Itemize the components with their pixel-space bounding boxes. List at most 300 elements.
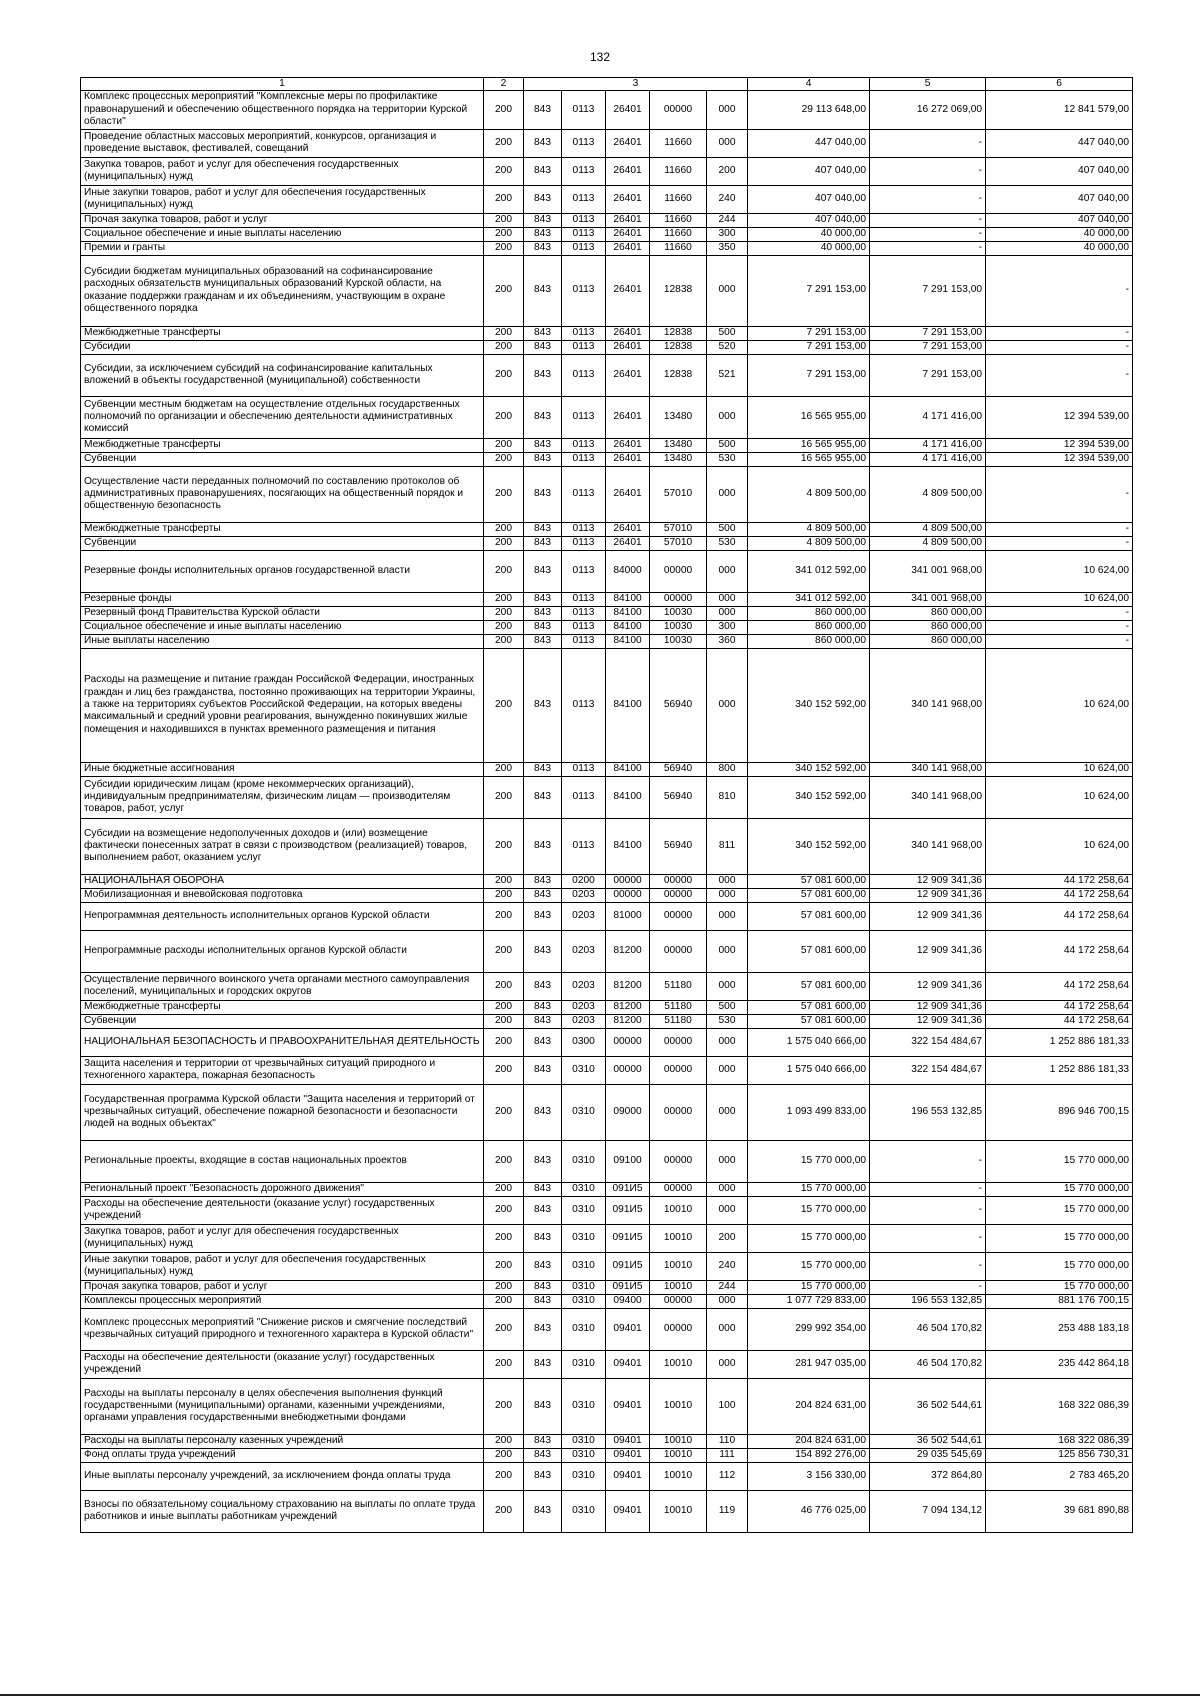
row-name-cell: Иные закупки товаров, работ и услуг для обеспечения государственных (муниципальных) нужд [81, 185, 484, 213]
row-value-cell: 520 [707, 340, 748, 354]
row-value-cell: 57010 [650, 536, 707, 550]
row-value-cell: 26401 [606, 466, 650, 522]
row-value-cell: 0113 [562, 213, 606, 227]
row-value-cell: 200 [484, 620, 524, 634]
row-value-cell: 84100 [606, 776, 650, 818]
row-value-cell: 00000 [650, 1056, 707, 1084]
table-row [81, 620, 1133, 634]
row-value-cell: 200 [484, 972, 524, 1000]
row-value-cell: 000 [707, 874, 748, 888]
row-value-cell: 0113 [562, 438, 606, 452]
row-value-cell: 15 770 000,00 [748, 1182, 870, 1196]
row-value-cell: 57 081 600,00 [748, 874, 870, 888]
row-value-cell: 244 [707, 213, 748, 227]
row-value-cell: 843 [524, 972, 562, 1000]
row-name-cell: Взносы по обязательному социальному страхованию на выплаты по оплате труда работников и иные выплаты работникам учреждений [81, 1490, 484, 1532]
row-value-cell: 0113 [562, 592, 606, 606]
row-value-cell: 7 291 153,00 [870, 255, 986, 326]
row-name-cell: Социальное обеспечение и иные выплаты населению [81, 227, 484, 241]
row-value-cell: 000 [707, 592, 748, 606]
row-name-cell: Государственная программа Курской области "Защита населения и территорий от чрезвычайных ситуаций, обеспечение пожарной безопасности и безопасности людей на водных объектах" [81, 1084, 484, 1140]
row-value-cell: 57010 [650, 522, 707, 536]
row-value-cell: - [870, 1182, 986, 1196]
row-name-cell: Комплекс процессных мероприятий "Комплексные меры по профилактике правонарушений и обеспечению общественного порядка на территории Курской области" [81, 91, 484, 129]
row-value-cell: 00000 [650, 592, 707, 606]
row-value-cell: - [986, 536, 1133, 550]
row-value-cell: 200 [484, 1056, 524, 1084]
row-value-cell: 091И5 [606, 1224, 650, 1252]
row-value-cell: 15 770 000,00 [986, 1252, 1133, 1280]
row-name-cell: Резервный фонд Правительства Курской области [81, 606, 484, 620]
table-row [81, 550, 1133, 592]
row-value-cell: 4 171 416,00 [870, 438, 986, 452]
row-name-cell: Расходы на обеспечение деятельности (оказание услуг) государственных учреждений [81, 1350, 484, 1378]
row-value-cell: 200 [484, 1140, 524, 1182]
row-value-cell: 84100 [606, 634, 650, 648]
table-row [81, 326, 1133, 340]
row-value-cell: 44 172 258,64 [986, 874, 1133, 888]
row-value-cell: 407 040,00 [748, 157, 870, 185]
row-value-cell: 843 [524, 1182, 562, 1196]
row-value-cell: - [986, 606, 1133, 620]
row-value-cell: 15 770 000,00 [748, 1280, 870, 1294]
row-value-cell: 204 824 631,00 [748, 1378, 870, 1434]
row-value-cell: 447 040,00 [986, 129, 1133, 157]
row-name-cell: Премии и гранты [81, 241, 484, 255]
row-value-cell: 84000 [606, 550, 650, 592]
row-value-cell: 10 624,00 [986, 592, 1133, 606]
row-name-cell: Субсидии, за исключением субсидий на софинансирование капитальных вложений в объекты государственной (муниципальной) собственности [81, 354, 484, 396]
row-value-cell: 11660 [650, 157, 707, 185]
row-value-cell: 26401 [606, 326, 650, 340]
row-value-cell: 340 152 592,00 [748, 762, 870, 776]
row-value-cell: 200 [484, 1028, 524, 1056]
row-value-cell: 16 565 955,00 [748, 438, 870, 452]
row-value-cell: 10010 [650, 1448, 707, 1462]
row-value-cell: 44 172 258,64 [986, 1000, 1133, 1014]
row-value-cell: 1 252 886 181,33 [986, 1056, 1133, 1084]
row-value-cell: 200 [484, 1084, 524, 1140]
row-value-cell: 7 291 153,00 [748, 255, 870, 326]
row-name-cell: Региональные проекты, входящие в состав национальных проектов [81, 1140, 484, 1182]
row-value-cell: 09400 [606, 1294, 650, 1308]
row-value-cell: 10 624,00 [986, 648, 1133, 762]
row-value-cell: 200 [484, 1000, 524, 1014]
row-value-cell: 843 [524, 1462, 562, 1490]
row-value-cell: 200 [484, 326, 524, 340]
row-value-cell: 843 [524, 326, 562, 340]
row-value-cell: 200 [484, 129, 524, 157]
row-value-cell: 0113 [562, 466, 606, 522]
row-value-cell: 200 [484, 606, 524, 620]
row-value-cell: 57 081 600,00 [748, 1000, 870, 1014]
row-value-cell: 843 [524, 438, 562, 452]
row-value-cell: 200 [707, 157, 748, 185]
scan-edge-line [0, 1694, 1200, 1696]
row-value-cell: 7 291 153,00 [870, 340, 986, 354]
row-value-cell: 81200 [606, 1014, 650, 1028]
row-value-cell: 4 809 500,00 [748, 466, 870, 522]
row-value-cell: 253 488 183,18 [986, 1308, 1133, 1350]
row-value-cell: 12 909 341,36 [870, 1014, 986, 1028]
row-value-cell: 10010 [650, 1434, 707, 1448]
row-value-cell: 10 624,00 [986, 776, 1133, 818]
row-value-cell: 200 [484, 354, 524, 396]
row-value-cell: 200 [484, 438, 524, 452]
row-value-cell: 12 909 341,36 [870, 888, 986, 902]
row-value-cell: 39 681 890,88 [986, 1490, 1133, 1532]
row-value-cell: 200 [484, 227, 524, 241]
row-value-cell: 200 [484, 1294, 524, 1308]
row-value-cell: 15 770 000,00 [748, 1196, 870, 1224]
row-value-cell: 843 [524, 1028, 562, 1056]
row-name-cell: Субсидии бюджетам муниципальных образований на софинансирование расходных обязательств муниципальных образований Курской области, на оказание поддержки гражданам и их объединениям, участвующим в охране общественного порядка [81, 255, 484, 326]
row-value-cell: 0310 [562, 1196, 606, 1224]
row-value-cell: 56940 [650, 818, 707, 874]
row-name-cell: Резервные фонды исполнительных органов государственной власти [81, 550, 484, 592]
row-value-cell: 81200 [606, 930, 650, 972]
row-value-cell: 0310 [562, 1462, 606, 1490]
row-value-cell: 000 [707, 972, 748, 1000]
row-value-cell: 200 [484, 648, 524, 762]
row-name-cell: Субсидии [81, 340, 484, 354]
row-value-cell: - [986, 466, 1133, 522]
row-value-cell: 341 001 968,00 [870, 550, 986, 592]
row-value-cell: 281 947 035,00 [748, 1350, 870, 1378]
row-value-cell: 341 012 592,00 [748, 550, 870, 592]
row-value-cell: 200 [484, 1182, 524, 1196]
row-value-cell: 200 [484, 762, 524, 776]
row-value-cell: 12838 [650, 255, 707, 326]
row-value-cell: 200 [484, 1196, 524, 1224]
table-row [81, 157, 1133, 185]
row-value-cell: 0113 [562, 818, 606, 874]
row-value-cell: - [986, 634, 1133, 648]
table-row [81, 1308, 1133, 1350]
row-value-cell: 000 [707, 1056, 748, 1084]
row-value-cell: 168 322 086,39 [986, 1434, 1133, 1448]
row-value-cell: 13480 [650, 452, 707, 466]
row-value-cell: 26401 [606, 227, 650, 241]
row-value-cell: 0203 [562, 972, 606, 1000]
row-value-cell: - [870, 227, 986, 241]
row-value-cell: 843 [524, 185, 562, 213]
row-value-cell: 843 [524, 1294, 562, 1308]
row-value-cell: 4 809 500,00 [748, 522, 870, 536]
row-value-cell: 00000 [606, 888, 650, 902]
row-value-cell: 860 000,00 [748, 606, 870, 620]
row-value-cell: 51180 [650, 972, 707, 1000]
table-row [81, 1084, 1133, 1140]
row-value-cell: 235 442 864,18 [986, 1350, 1133, 1378]
row-value-cell: 12 394 539,00 [986, 452, 1133, 466]
row-value-cell: 200 [707, 1224, 748, 1252]
row-value-cell: 0113 [562, 648, 606, 762]
row-name-cell: Прочая закупка товаров, работ и услуг [81, 213, 484, 227]
row-value-cell: 860 000,00 [870, 620, 986, 634]
row-value-cell: 407 040,00 [748, 213, 870, 227]
header-col-1: 1 [81, 78, 484, 91]
table-row [81, 972, 1133, 1000]
row-value-cell: - [870, 185, 986, 213]
row-value-cell: 0113 [562, 255, 606, 326]
row-value-cell: 2 783 465,20 [986, 1462, 1133, 1490]
row-name-cell: Иные выплаты персоналу учреждений, за исключением фонда оплаты труда [81, 1462, 484, 1490]
row-value-cell: 0200 [562, 874, 606, 888]
row-value-cell: 00000 [650, 91, 707, 129]
row-value-cell: 0310 [562, 1434, 606, 1448]
row-value-cell: 0113 [562, 762, 606, 776]
row-value-cell: 10010 [650, 1490, 707, 1532]
row-value-cell: 000 [707, 888, 748, 902]
row-value-cell: - [870, 241, 986, 255]
row-value-cell: 843 [524, 213, 562, 227]
table-row [81, 129, 1133, 157]
row-value-cell: 0310 [562, 1056, 606, 1084]
row-value-cell: 240 [707, 1252, 748, 1280]
row-value-cell: 843 [524, 1378, 562, 1434]
row-name-cell: Межбюджетные трансферты [81, 1000, 484, 1014]
row-value-cell: 44 172 258,64 [986, 972, 1133, 1000]
table-row [81, 452, 1133, 466]
row-value-cell: 407 040,00 [748, 185, 870, 213]
row-value-cell: 843 [524, 157, 562, 185]
row-value-cell: 0113 [562, 396, 606, 438]
header-col-3: 3 [524, 78, 748, 91]
row-value-cell: 0310 [562, 1280, 606, 1294]
row-value-cell: 00000 [650, 1028, 707, 1056]
row-value-cell: 10010 [650, 1196, 707, 1224]
row-value-cell: 000 [707, 255, 748, 326]
row-value-cell: 4 171 416,00 [870, 396, 986, 438]
row-value-cell: 0113 [562, 241, 606, 255]
row-value-cell: 196 553 132,85 [870, 1084, 986, 1140]
row-value-cell: 200 [484, 536, 524, 550]
row-name-cell: Резервные фонды [81, 592, 484, 606]
row-value-cell: 000 [707, 1028, 748, 1056]
row-value-cell: 7 291 153,00 [870, 354, 986, 396]
row-value-cell: 322 154 484,67 [870, 1028, 986, 1056]
row-value-cell: 4 809 500,00 [870, 536, 986, 550]
row-value-cell: 84100 [606, 762, 650, 776]
row-value-cell: 12 909 341,36 [870, 930, 986, 972]
row-value-cell: 843 [524, 340, 562, 354]
row-value-cell: 200 [484, 340, 524, 354]
row-value-cell: 000 [707, 550, 748, 592]
row-value-cell: 340 152 592,00 [748, 818, 870, 874]
row-value-cell: 407 040,00 [986, 157, 1133, 185]
row-value-cell: 11660 [650, 241, 707, 255]
row-value-cell: 26401 [606, 213, 650, 227]
row-value-cell: 13480 [650, 396, 707, 438]
row-value-cell: 843 [524, 776, 562, 818]
table-row [81, 213, 1133, 227]
row-name-cell: Расходы на выплаты персоналу в целях обеспечения выполнения функций государственными (муниципальными) органами, казенными учреждениями, органами управления государственными внебюджетными фондами [81, 1378, 484, 1434]
row-value-cell: 091И5 [606, 1182, 650, 1196]
row-value-cell: 40 000,00 [748, 241, 870, 255]
row-value-cell: - [870, 1224, 986, 1252]
row-value-cell: 15 770 000,00 [748, 1224, 870, 1252]
table-body [81, 91, 1133, 1532]
row-value-cell: 7 291 153,00 [748, 340, 870, 354]
table-row [81, 902, 1133, 930]
row-value-cell: 00000 [650, 1294, 707, 1308]
row-value-cell: 0113 [562, 536, 606, 550]
row-value-cell: 200 [484, 241, 524, 255]
row-value-cell: 57 081 600,00 [748, 902, 870, 930]
row-value-cell: 200 [484, 1224, 524, 1252]
row-value-cell: 46 504 170,82 [870, 1308, 986, 1350]
row-name-cell: Межбюджетные трансферты [81, 326, 484, 340]
row-value-cell: 84100 [606, 818, 650, 874]
row-value-cell: 0310 [562, 1378, 606, 1434]
table-row [81, 1140, 1133, 1182]
row-value-cell: 09000 [606, 1084, 650, 1140]
row-value-cell: 16 565 955,00 [748, 396, 870, 438]
row-value-cell: 500 [707, 522, 748, 536]
table-row [81, 396, 1133, 438]
row-value-cell: 843 [524, 592, 562, 606]
row-value-cell: 843 [524, 620, 562, 634]
row-value-cell: 204 824 631,00 [748, 1434, 870, 1448]
row-value-cell: 15 770 000,00 [986, 1196, 1133, 1224]
row-value-cell: - [986, 522, 1133, 536]
table-row [81, 592, 1133, 606]
row-value-cell: 843 [524, 1140, 562, 1182]
row-value-cell: 10030 [650, 620, 707, 634]
row-value-cell: 000 [707, 1308, 748, 1350]
row-name-cell: Субсидии на возмещение недополученных доходов и (или) возмещение фактически понесенных затрат в связи с производством (реализацией) товаров, выполнением работ, оказанием услуг [81, 818, 484, 874]
row-value-cell: 860 000,00 [870, 634, 986, 648]
row-name-cell: Социальное обеспечение и иные выплаты населению [81, 620, 484, 634]
row-value-cell: 0310 [562, 1182, 606, 1196]
row-value-cell: 84100 [606, 620, 650, 634]
row-value-cell: 200 [484, 213, 524, 227]
row-value-cell: 100 [707, 1378, 748, 1434]
row-value-cell: 000 [707, 1294, 748, 1308]
table-row [81, 340, 1133, 354]
row-value-cell: 44 172 258,64 [986, 888, 1133, 902]
row-value-cell: 4 809 500,00 [870, 466, 986, 522]
table-row [81, 1378, 1133, 1434]
row-value-cell: 40 000,00 [748, 227, 870, 241]
row-value-cell: 26401 [606, 340, 650, 354]
row-value-cell: 843 [524, 241, 562, 255]
row-value-cell: 12 909 341,36 [870, 1000, 986, 1014]
row-value-cell: 200 [484, 1378, 524, 1434]
row-value-cell: 16 272 069,00 [870, 91, 986, 129]
row-value-cell: 09401 [606, 1462, 650, 1490]
row-name-cell: Региональный проект "Безопасность дорожного движения" [81, 1182, 484, 1196]
row-value-cell: 843 [524, 1434, 562, 1448]
row-value-cell: 1 077 729 833,00 [748, 1294, 870, 1308]
row-value-cell: 843 [524, 1084, 562, 1140]
row-value-cell: 350 [707, 241, 748, 255]
row-value-cell: 00000 [650, 1182, 707, 1196]
row-value-cell: 00000 [650, 874, 707, 888]
row-value-cell: 843 [524, 1224, 562, 1252]
table-row [81, 1294, 1133, 1308]
table-row [81, 1252, 1133, 1280]
row-value-cell: 7 291 153,00 [748, 326, 870, 340]
row-value-cell: 00000 [606, 874, 650, 888]
row-value-cell: 0310 [562, 1140, 606, 1182]
row-value-cell: 843 [524, 1350, 562, 1378]
row-value-cell: 200 [484, 1308, 524, 1350]
row-value-cell: 300 [707, 620, 748, 634]
row-value-cell: 000 [707, 606, 748, 620]
row-name-cell: НАЦИОНАЛЬНАЯ ОБОРОНА [81, 874, 484, 888]
row-value-cell: 10 624,00 [986, 550, 1133, 592]
row-value-cell: 09401 [606, 1378, 650, 1434]
table-row [81, 1014, 1133, 1028]
row-value-cell: 200 [484, 776, 524, 818]
row-value-cell: 843 [524, 818, 562, 874]
row-value-cell: 0113 [562, 776, 606, 818]
row-value-cell: 81200 [606, 972, 650, 1000]
row-value-cell: 56940 [650, 648, 707, 762]
table-row [81, 185, 1133, 213]
row-value-cell: 300 [707, 227, 748, 241]
row-value-cell: 091И5 [606, 1280, 650, 1294]
row-value-cell: 00000 [606, 1056, 650, 1084]
row-value-cell: 843 [524, 1252, 562, 1280]
row-name-cell: Непрограммные расходы исполнительных органов Курской области [81, 930, 484, 972]
row-value-cell: 000 [707, 129, 748, 157]
row-value-cell: 12 909 341,36 [870, 874, 986, 888]
table-row [81, 91, 1133, 129]
row-name-cell: Осуществление первичного воинского учета органами местного самоуправления поселений, муниципальных и городских округов [81, 972, 484, 1000]
row-value-cell: - [986, 255, 1133, 326]
row-value-cell: 81000 [606, 902, 650, 930]
header-row [81, 78, 1133, 91]
row-value-cell: 200 [484, 888, 524, 902]
table-row [81, 762, 1133, 776]
table-row [81, 888, 1133, 902]
row-value-cell: 843 [524, 606, 562, 620]
table-row [81, 1056, 1133, 1084]
row-value-cell: 12838 [650, 354, 707, 396]
row-value-cell: 200 [484, 185, 524, 213]
row-value-cell: 843 [524, 634, 562, 648]
row-value-cell: 11660 [650, 185, 707, 213]
row-name-cell: Закупка товаров, работ и услуг для обеспечения государственных (муниципальных) нужд [81, 157, 484, 185]
row-name-cell: Субвенции [81, 536, 484, 550]
row-value-cell: 340 141 968,00 [870, 648, 986, 762]
row-value-cell: 26401 [606, 129, 650, 157]
row-value-cell: 407 040,00 [986, 213, 1133, 227]
row-value-cell: 200 [484, 634, 524, 648]
row-value-cell: 200 [484, 396, 524, 438]
row-value-cell: 15 770 000,00 [986, 1140, 1133, 1182]
row-value-cell: 1 575 040 666,00 [748, 1056, 870, 1084]
row-value-cell: 530 [707, 452, 748, 466]
row-value-cell: 46 776 025,00 [748, 1490, 870, 1532]
row-value-cell: 843 [524, 1280, 562, 1294]
row-value-cell: 26401 [606, 241, 650, 255]
row-value-cell: 000 [707, 648, 748, 762]
row-name-cell: Субсидии юридическим лицам (кроме некоммерческих организаций), индивидуальным предпринимателям, физическим лицам — производителям товаров, работ, услуг [81, 776, 484, 818]
row-value-cell: 340 152 592,00 [748, 648, 870, 762]
row-value-cell: 10 624,00 [986, 818, 1133, 874]
row-value-cell: 10010 [650, 1224, 707, 1252]
row-value-cell: 200 [484, 1280, 524, 1294]
row-value-cell: 200 [484, 874, 524, 888]
row-value-cell: 843 [524, 902, 562, 930]
row-value-cell: 200 [484, 255, 524, 326]
row-value-cell: 530 [707, 536, 748, 550]
row-value-cell: 000 [707, 1196, 748, 1224]
